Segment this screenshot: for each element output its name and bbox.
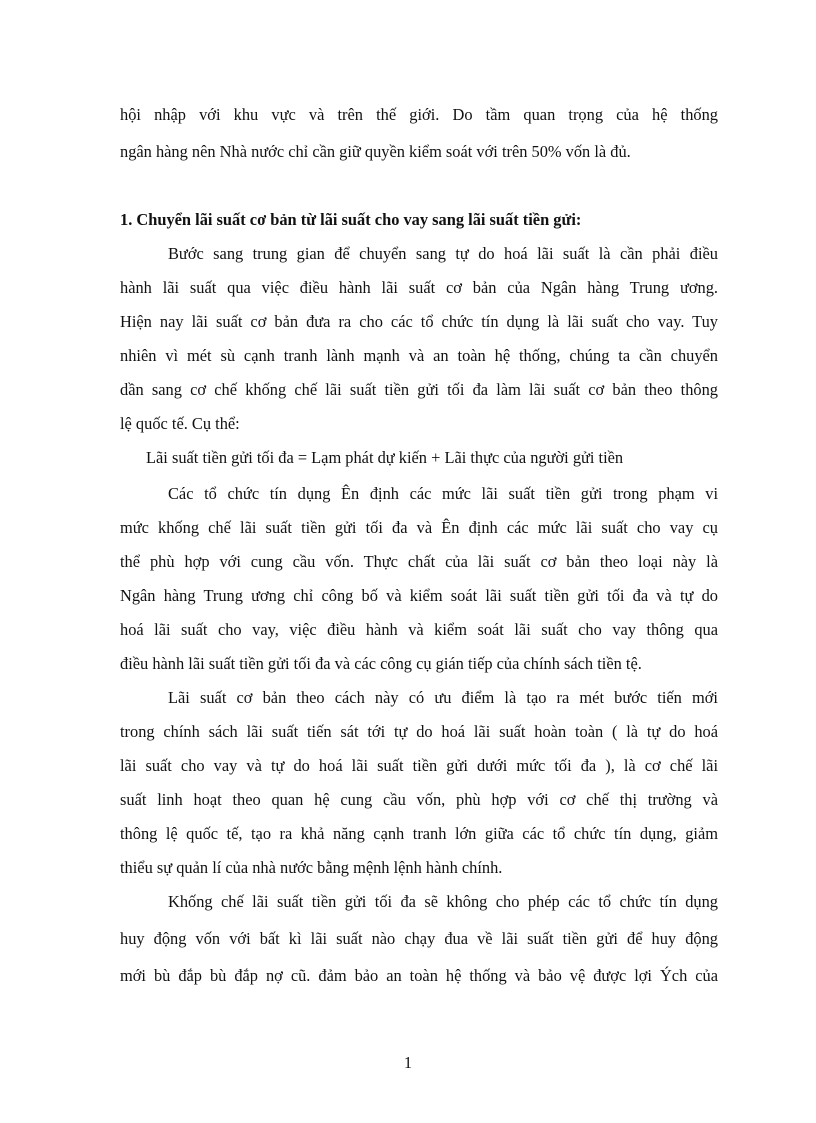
text-line: lãi suất cho vay và tự do hoá lãi suất tiền gửi dưới mức tối đa ), là cơ chế lãi [120,756,718,775]
text-line: hoá lãi suất cho vay, việc điều hành và kiểm soát lãi suất cho vay thông qua [120,620,718,639]
text-line: dần sang cơ chế khống chế lãi suất tiền gửi tối đa làm lãi suất cơ bản theo thông [120,380,718,399]
text-line: Các tổ chức tín dụng Ên định các mức lãi suất tiền gửi trong phạm vi [168,484,718,503]
text-line: hội nhập với khu vực và trên thế giới. Do tầm quan trọng của hệ thống [120,105,718,124]
formula: Lãi suất tiền gửi tối đa = Lạm phát dự kiến + Lãi thực của người gửi tiền [146,448,624,467]
text-line: điều hành lãi suất tiền gửi tối đa và các công cụ gián tiếp của chính sách tiền tệ. [120,654,642,673]
text-line: Bước sang trung gian để chuyển sang tự do hoá lãi suất là cần phải điều [168,244,718,263]
text-line: lệ quốc tế. Cụ thể: [120,414,240,433]
text-line: hành lãi suất qua việc điều hành lãi suất cơ bản của Ngân hàng Trung ương. [120,278,718,297]
text-line: Ngân hàng Trung ương chỉ công bố và kiểm soát lãi suất tiền gửi tối đa và tự do [120,586,718,605]
text-line: thiểu sự quản lí của nhà nước bằng mệnh lệnh hành chính. [120,858,503,877]
text-line: thể phù hợp với cung cầu vốn. Thực chất của lãi suất cơ bản theo loại này là [120,552,718,571]
page-number: 1 [403,1053,413,1072]
text-line: thông lệ quốc tế, tạo ra khả năng cạnh tranh lớn giữa các tổ chức tín dụng, giảm [120,824,718,843]
text-line: mới bù đắp bù đắp nợ cũ. đảm bảo an toàn hệ thống và bảo vệ được lợi Ých của [120,966,718,985]
section-heading: 1. Chuyển lãi suất cơ bản từ lãi suất cho vay sang lãi suất tiền gửi: [120,210,582,229]
text-line: Hiện nay lãi suất cơ bản đưa ra cho các tổ chức tín dụng là lãi suất cho vay. Tuy [120,312,718,331]
text-line: Lãi suất cơ bản theo cách này có ưu điểm là tạo ra mét bước tiến mới [168,688,718,707]
text-line: trong chính sách lãi suất tiến sát tới tự do hoá lãi suất hoàn toàn ( là tự do hoá [120,722,718,741]
text-line: huy động vốn với bất kì lãi suất nào chạy đua về lãi suất tiền gửi để huy động [120,929,718,948]
text-line: ngân hàng nên Nhà nước chỉ cần giữ quyền kiểm soát với trên 50% vốn là đủ. [120,142,631,161]
text-line: suất linh hoạt theo quan hệ cung cầu vốn, phù hợp với cơ chế thị trường và [120,790,718,809]
text-line: nhiên vì mét sù cạnh tranh lành mạnh và an toàn hệ thống, chúng ta cần chuyển [120,346,718,365]
text-line: Khống chế lãi suất tiền gửi tối đa sẽ không cho phép các tổ chức tín dụng [168,892,718,911]
text-line: mức khống chế lãi suất tiền gửi tối đa và Ên định các mức lãi suất cho vay cụ [120,518,718,537]
